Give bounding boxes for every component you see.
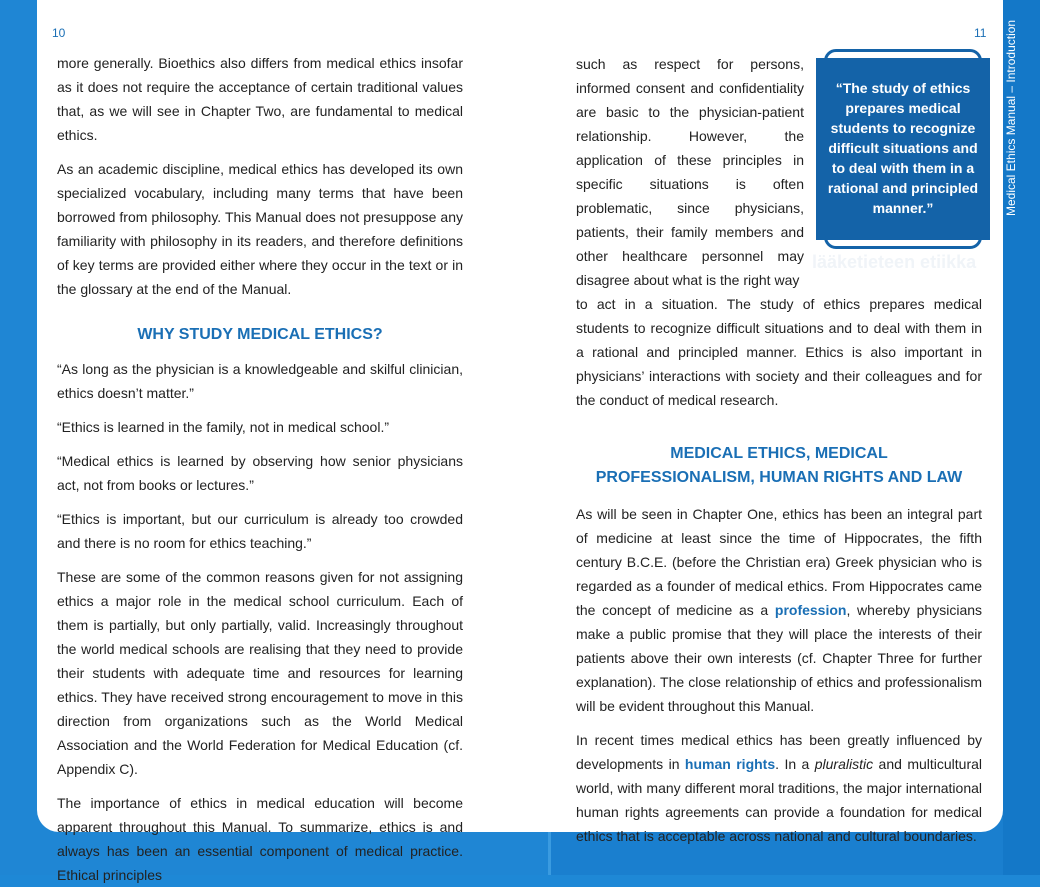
book-spine	[548, 832, 551, 875]
section-heading: WHY STUDY MEDICAL ETHICS?	[137, 326, 383, 343]
quote-paragraph: “Medical ethics is learned by observing how senior physicians act, not from books or lectures.”	[57, 453, 463, 493]
paragraph: more generally. Bioethics also differs from medical ethics insofar as it does not require the acceptance of certain traditional values that, as we will see in Chapter Two, are fundamental to medical ethics.	[57, 55, 463, 143]
running-title: Medical Ethics Manual – Introduction	[1004, 19, 1018, 216]
paragraph: The importance of ethics in medical education will become apparent throughout this Manual. To summarize, ethics is and always has been an essential component of medical practice. Ethical principles	[57, 795, 463, 883]
paragraph	[576, 502, 982, 718]
text-run: . In a	[775, 756, 815, 772]
emphasis-text: pluralistic	[814, 756, 874, 772]
glossary-term-profession: profession	[774, 602, 847, 618]
section-heading-line1: MEDICAL ETHICS, MEDICAL	[670, 445, 888, 462]
text-run: and multicultural world, with many different moral traditions, the major international human rights agreements can provide a foundation for medical ethics that is acceptable across national and cultural boundaries.	[576, 756, 983, 844]
quote-paragraph: “Ethics is learned in the family, not in medical school.”	[57, 419, 389, 435]
section-heading-line2: PROFESSIONALISM, HUMAN RIGHTS AND LAW	[595, 469, 963, 486]
right-column	[576, 52, 982, 848]
paragraph	[576, 728, 982, 848]
left-column	[57, 51, 463, 887]
text-run: In recent times medical ethics has been greatly influenced by developments in	[576, 732, 982, 772]
quote-paragraph: “Ethics is important, but our curriculum is already too crowded and there is no room for ethics teaching.”	[57, 511, 463, 551]
left-page-number: 10	[52, 26, 66, 40]
wrapped-paragraph: such as respect for persons, informed consent and confidentiality are basic to the physician-patient relationship. However, the application of these principles in specific situations is often problematic, since physicians, patients, their family members and other healthcare personnel may disagree about what is the right way	[576, 56, 804, 288]
right-page-number: 11	[974, 26, 987, 40]
quote-paragraph: “As long as the physician is a knowledgeable and skilful clinician, ethics doesn’t matter.”	[57, 361, 463, 401]
text-run: As will be seen in Chapter One, ethics has been an integral part of medicine at least since the time of Hippocrates, the fifth century B.C.E. (before the Christian era) Greek physician who is regarded as a founder of medical ethics. From Hippocrates came the concept of medicine as a	[576, 506, 982, 618]
paragraph: to act in a situation. The study of ethics prepares medical students to recognize difficult situations and to deal with them in a rational and principled manner. Ethics is also important in physicians’ interactions with society and their colleagues and for the conduct of medical research.	[576, 296, 982, 408]
paragraph: These are some of the common reasons given for not assigning ethics a major role in the medical school curriculum. Each of them is partially, but only partially, valid. Increasingly throughout the world medical schools are realising that they need to provide their students with adequate time and resources for learning ethics. They have received strong encouragement to move in this direction from organizations such as the World Medical Association and the World Federation for Medical Education (cf. Appendix C).	[57, 569, 463, 777]
paragraph: As an academic discipline, medical ethics has developed its own specialized vocabulary, including many terms that have been borrowed from philosophy. This Manual does not presuppose any familiarity with philosophy in its readers, and therefore definitions of key terms are provided either where they occur in the text or in the glossary at the end of the Manual.	[57, 161, 463, 297]
text-run: , whereby physicians make a public promise that they will place the interests of their patients above their own interests (cf. Chapter Three for further explanation). The close relationship of ethics and professionalism will be evident throughout this Manual.	[576, 602, 983, 714]
watermark-text: lääketieteen etiikka	[812, 252, 977, 272]
section-heading	[576, 442, 982, 490]
pull-quote: “The study of ethics prepares medical students to recognize difficult situations and to deal with them in a rational and principled manner.”	[816, 58, 990, 240]
glossary-term-human-rights: human rights	[684, 756, 776, 772]
